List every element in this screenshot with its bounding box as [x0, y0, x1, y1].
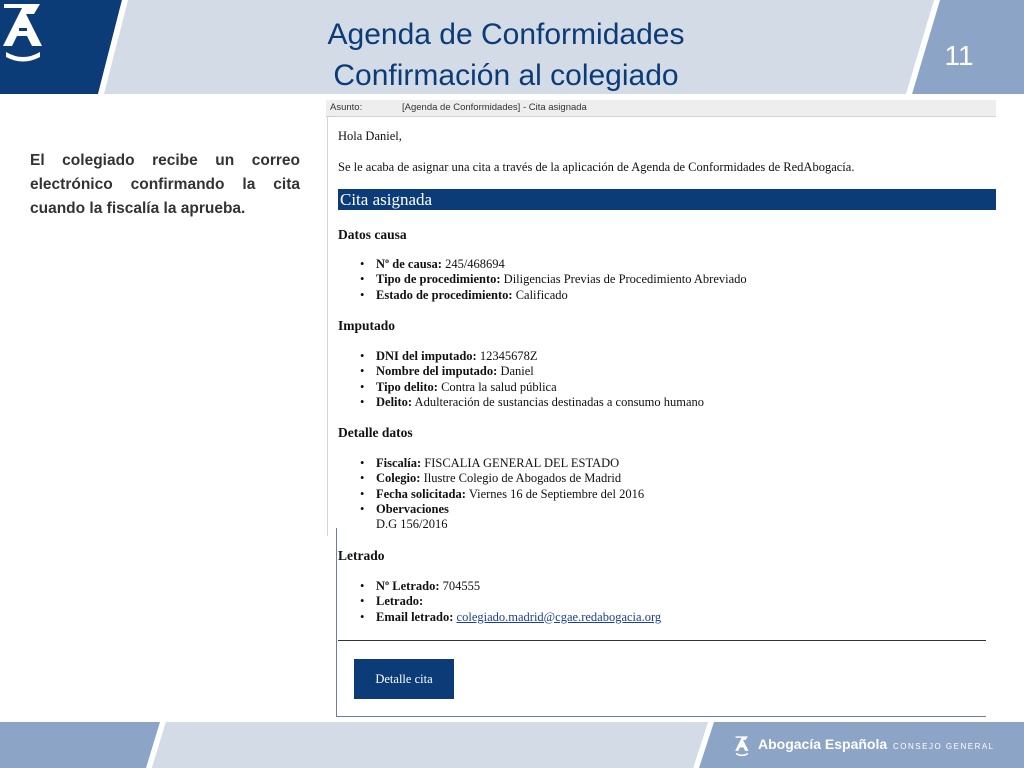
slide-number: 11 — [944, 40, 974, 71]
letrado-list — [360, 579, 661, 625]
email-body — [338, 117, 996, 717]
item-value: FISCALIA GENERAL DEL ESTADO — [424, 456, 620, 470]
list-item — [360, 288, 747, 303]
item-label: Fecha solicitada: — [376, 486, 466, 501]
bullet-icon: • — [360, 609, 365, 624]
list-item — [360, 487, 644, 502]
item-value: Viernes 16 de Septiembre del 2016 — [468, 486, 645, 501]
section-title-letrado: Letrado — [338, 548, 385, 563]
imputado-list — [360, 349, 704, 410]
bullet-icon: • — [360, 594, 365, 609]
item-label: Obervaciones — [376, 501, 449, 516]
item-label: Tipo delito: — [376, 379, 438, 394]
bullet-icon: • — [360, 364, 365, 379]
footer-subtitle: CONSEJO GENERAL — [893, 742, 995, 751]
abogacia-footer-logo-icon — [734, 735, 750, 757]
list-item — [360, 380, 704, 395]
footer-brand: Abogacía Española — [758, 736, 888, 752]
bullet-icon: • — [360, 287, 365, 302]
divider — [327, 116, 328, 536]
bullet-icon: • — [360, 579, 365, 593]
item-value: 245/468694 — [445, 257, 505, 271]
observaciones-value: D.G 156/2016 — [376, 517, 448, 532]
item-label: Delito: — [376, 394, 413, 409]
list-item — [360, 395, 704, 410]
title-line-2: Confirmación al colegiado — [333, 59, 679, 92]
email-subject-bar — [326, 100, 996, 117]
bullet-icon: • — [360, 394, 365, 409]
item-label: Letrado: — [376, 594, 424, 609]
bullet-icon: • — [360, 486, 365, 501]
list-item — [360, 610, 661, 625]
divider — [336, 716, 986, 717]
email-letrado-link[interactable]: colegiado.madrid@cgae.redabogacia.org — [456, 609, 662, 624]
item-label: Colegio: — [376, 471, 421, 486]
list-item — [360, 579, 661, 594]
description-text: El colegiado recibe un correo electrónico confirmando la cita cuando la fiscalía la aprueba. — [30, 152, 300, 217]
item-label: Nombre del imputado: — [376, 364, 498, 379]
list-item — [360, 272, 747, 287]
item-label: Estado de procedimiento: — [376, 287, 513, 302]
detalle-list — [360, 456, 644, 532]
item-label: Email letrado: — [376, 609, 454, 624]
section-title-causa: Datos causa — [338, 227, 407, 242]
list-item — [360, 594, 661, 609]
item-label: DNI del imputado: — [376, 349, 477, 363]
list-item — [360, 349, 704, 364]
bullet-icon: • — [360, 471, 365, 486]
list-item — [360, 364, 704, 379]
item-label: Nº de causa: — [376, 257, 442, 271]
detalle-cita-button[interactable]: Detalle cita — [354, 659, 454, 699]
item-value: 704555 — [442, 579, 481, 593]
bullet-icon: • — [360, 257, 365, 271]
causa-list — [360, 257, 747, 303]
list-item — [360, 471, 644, 486]
email-intro: Se le acaba de asignar una cita a través de la aplicación de Agenda de Conformidades de RedAbogacía. — [338, 160, 855, 174]
divider — [338, 640, 986, 641]
bullet-icon: • — [360, 456, 365, 470]
bullet-icon: • — [360, 379, 365, 394]
title-line-1: Agenda de Conformidades — [327, 18, 685, 51]
abogacia-logo-icon — [0, 0, 46, 64]
item-value: 12345678Z — [479, 349, 538, 363]
item-value: Adulteración de sustancias destinadas a consumo humano — [414, 394, 705, 409]
page-title — [180, 14, 832, 96]
item-value: Calificado — [515, 287, 568, 302]
bullet-icon: • — [360, 501, 365, 516]
subject-label: Asunto: — [330, 102, 363, 113]
item-label: Nº Letrado: — [376, 579, 440, 593]
item-value: Diligencias Previas de Procedimiento Abreviado — [503, 272, 747, 287]
divider — [336, 528, 337, 716]
item-value: Daniel — [500, 364, 534, 379]
cita-asignada-banner: Cita asignada — [338, 189, 996, 210]
item-label: Fiscalía: — [376, 456, 422, 470]
item-value: Ilustre Colegio de Abogados de Madrid — [423, 471, 622, 486]
section-title-imputado: Imputado — [338, 318, 396, 333]
subject-value: [Agenda de Conformidades] - Cita asignada — [402, 102, 587, 113]
list-item — [360, 456, 644, 471]
section-title-detalle: Detalle datos — [338, 425, 413, 440]
email-greeting: Hola Daniel, — [338, 129, 402, 143]
list-item — [360, 502, 644, 517]
item-label: Tipo de procedimiento: — [376, 272, 501, 287]
bullet-icon: • — [360, 272, 365, 287]
bullet-icon: • — [360, 349, 365, 363]
slide-header — [0, 0, 1024, 94]
item-value: Contra la salud pública — [441, 379, 557, 394]
list-item — [360, 257, 747, 272]
